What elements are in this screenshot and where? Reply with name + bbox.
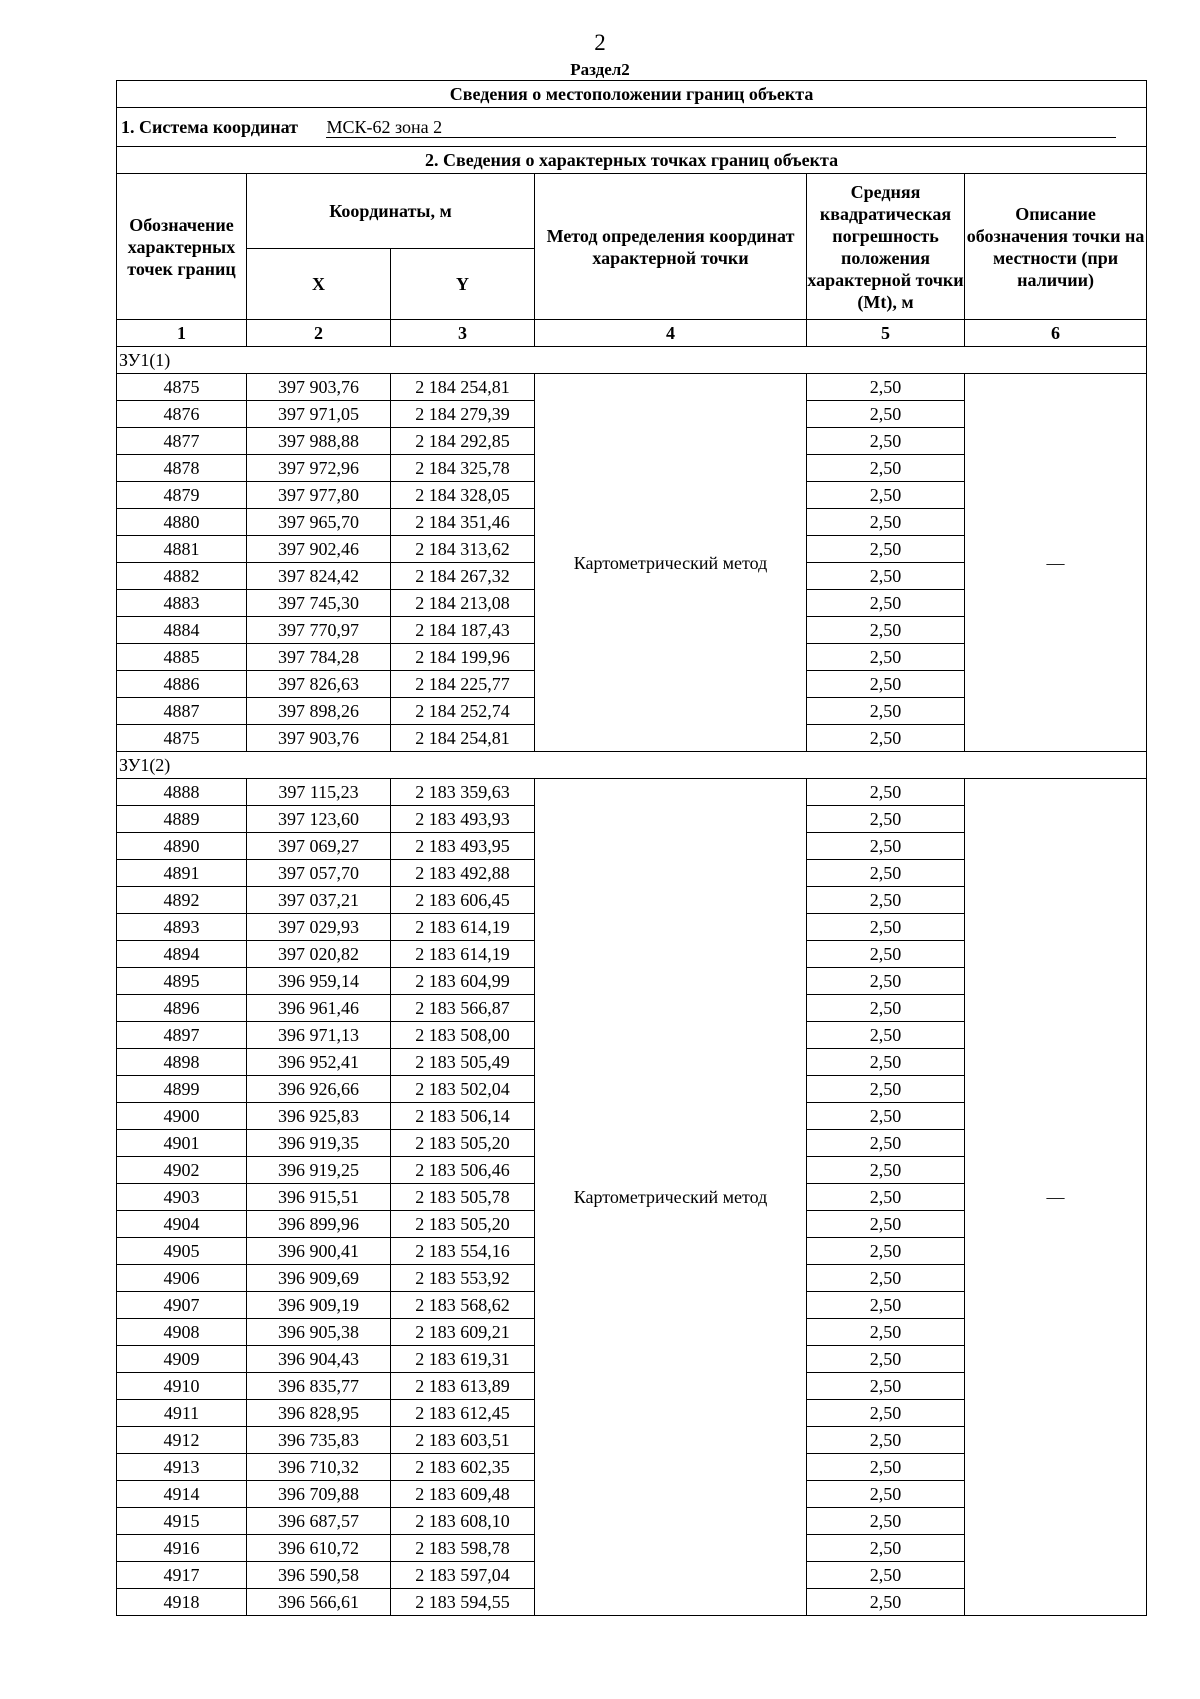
y-cell: 2 183 602,35: [391, 1454, 535, 1481]
error-cell: 2,50: [807, 1562, 965, 1589]
error-cell: 2,50: [807, 941, 965, 968]
y-cell: 2 183 608,10: [391, 1508, 535, 1535]
coordinate-system-row: [117, 108, 1147, 147]
error-cell: 2,50: [807, 914, 965, 941]
error-cell: 2,50: [807, 1481, 965, 1508]
x-cell: 396 904,43: [247, 1346, 391, 1373]
point-id-cell: 4888: [117, 779, 247, 806]
point-id-cell: 4900: [117, 1103, 247, 1130]
table-title: Сведения о местоположении границ объекта: [117, 81, 1147, 108]
y-cell: 2 183 492,88: [391, 860, 535, 887]
y-cell: 2 183 508,00: [391, 1022, 535, 1049]
point-id-cell: 4891: [117, 860, 247, 887]
error-cell: 2,50: [807, 644, 965, 671]
x-cell: 396 900,41: [247, 1238, 391, 1265]
x-cell: 396 915,51: [247, 1184, 391, 1211]
y-cell: 2 184 292,85: [391, 428, 535, 455]
header-method: Метод определения координат характерной точки: [535, 174, 807, 320]
y-cell: 2 183 568,62: [391, 1292, 535, 1319]
point-id-cell: 4880: [117, 509, 247, 536]
error-cell: 2,50: [807, 401, 965, 428]
error-cell: 2,50: [807, 1265, 965, 1292]
point-id-cell: 4902: [117, 1157, 247, 1184]
error-cell: 2,50: [807, 1211, 965, 1238]
y-cell: 2 183 505,78: [391, 1184, 535, 1211]
x-cell: 397 784,28: [247, 644, 391, 671]
header-coordinates: Координаты, м: [247, 174, 535, 249]
point-id-cell: 4918: [117, 1589, 247, 1616]
x-cell: 397 971,05: [247, 401, 391, 428]
x-cell: 396 909,19: [247, 1292, 391, 1319]
point-id-cell: 4908: [117, 1319, 247, 1346]
column-number: 4: [535, 320, 807, 347]
y-cell: 2 183 609,21: [391, 1319, 535, 1346]
error-cell: 2,50: [807, 455, 965, 482]
point-id-cell: 4917: [117, 1562, 247, 1589]
y-cell: 2 183 506,46: [391, 1157, 535, 1184]
point-id-cell: 4879: [117, 482, 247, 509]
x-cell: 397 977,80: [247, 482, 391, 509]
x-cell: 397 988,88: [247, 428, 391, 455]
x-cell: 396 566,61: [247, 1589, 391, 1616]
x-cell: 396 909,69: [247, 1265, 391, 1292]
x-cell: 396 905,38: [247, 1319, 391, 1346]
point-id-cell: 4914: [117, 1481, 247, 1508]
error-cell: 2,50: [807, 482, 965, 509]
group-row: [117, 752, 1147, 779]
point-id-cell: 4881: [117, 536, 247, 563]
error-cell: 2,50: [807, 671, 965, 698]
x-cell: 396 687,57: [247, 1508, 391, 1535]
x-cell: 397 770,97: [247, 617, 391, 644]
y-cell: 2 184 279,39: [391, 401, 535, 428]
error-cell: 2,50: [807, 1292, 965, 1319]
y-cell: 2 183 604,99: [391, 968, 535, 995]
point-id-cell: 4875: [117, 725, 247, 752]
coordinate-system-label: 1. Система координат: [121, 116, 298, 137]
y-cell: 2 183 606,45: [391, 887, 535, 914]
x-cell: 396 735,83: [247, 1427, 391, 1454]
y-cell: 2 183 594,55: [391, 1589, 535, 1616]
error-cell: 2,50: [807, 860, 965, 887]
x-cell: 397 824,42: [247, 563, 391, 590]
x-cell: 397 902,46: [247, 536, 391, 563]
point-id-cell: 4886: [117, 671, 247, 698]
error-cell: 2,50: [807, 833, 965, 860]
coordinate-system-value: МСК-62 зона 2: [326, 117, 1116, 138]
group-name: ЗУ1(2): [117, 752, 1147, 779]
point-id-cell: 4901: [117, 1130, 247, 1157]
point-id-cell: 4899: [117, 1076, 247, 1103]
point-id-cell: 4915: [117, 1508, 247, 1535]
y-cell: 2 184 325,78: [391, 455, 535, 482]
x-cell: 397 057,70: [247, 860, 391, 887]
header-point-designation: Обозначение характерных точек границ: [117, 174, 247, 320]
x-cell: 397 965,70: [247, 509, 391, 536]
x-cell: 396 610,72: [247, 1535, 391, 1562]
table-row: [117, 374, 1147, 401]
x-cell: 397 898,26: [247, 698, 391, 725]
y-cell: 2 183 619,31: [391, 1346, 535, 1373]
boundary-table: [116, 80, 1147, 1616]
y-cell: 2 184 187,43: [391, 617, 535, 644]
error-cell: 2,50: [807, 1238, 965, 1265]
error-cell: 2,50: [807, 1400, 965, 1427]
point-id-cell: 4909: [117, 1346, 247, 1373]
x-cell: 396 971,13: [247, 1022, 391, 1049]
x-cell: 397 029,93: [247, 914, 391, 941]
method-cell: Картометрический метод: [535, 779, 807, 1616]
x-cell: 397 115,23: [247, 779, 391, 806]
point-id-cell: 4904: [117, 1211, 247, 1238]
x-cell: 397 903,76: [247, 374, 391, 401]
y-cell: 2 183 566,87: [391, 995, 535, 1022]
y-cell: 2 183 614,19: [391, 914, 535, 941]
y-cell: 2 183 612,45: [391, 1400, 535, 1427]
y-cell: 2 183 553,92: [391, 1265, 535, 1292]
y-cell: 2 183 554,16: [391, 1238, 535, 1265]
error-cell: 2,50: [807, 374, 965, 401]
point-id-cell: 4913: [117, 1454, 247, 1481]
point-id-cell: 4883: [117, 590, 247, 617]
section-title: Раздел2: [570, 60, 630, 79]
header-error: Средняя квадратическая погрешность положения характерной точки (Mt), м: [807, 174, 965, 320]
x-cell: 397 745,30: [247, 590, 391, 617]
x-cell: 397 020,82: [247, 941, 391, 968]
point-id-cell: 4885: [117, 644, 247, 671]
point-id-cell: 4887: [117, 698, 247, 725]
column-number: 2: [247, 320, 391, 347]
y-cell: 2 183 493,93: [391, 806, 535, 833]
group-name: ЗУ1(1): [117, 347, 1147, 374]
y-cell: 2 183 598,78: [391, 1535, 535, 1562]
point-id-cell: 4892: [117, 887, 247, 914]
column-number: 5: [807, 320, 965, 347]
x-cell: 397 037,21: [247, 887, 391, 914]
y-cell: 2 184 351,46: [391, 509, 535, 536]
table-row: [117, 779, 1147, 806]
error-cell: 2,50: [807, 698, 965, 725]
x-cell: 396 899,96: [247, 1211, 391, 1238]
point-id-cell: 4897: [117, 1022, 247, 1049]
x-cell: 396 919,35: [247, 1130, 391, 1157]
error-cell: 2,50: [807, 806, 965, 833]
y-cell: 2 183 505,20: [391, 1211, 535, 1238]
point-id-cell: 4893: [117, 914, 247, 941]
point-id-cell: 4916: [117, 1535, 247, 1562]
error-cell: 2,50: [807, 1535, 965, 1562]
error-cell: 2,50: [807, 887, 965, 914]
error-cell: 2,50: [807, 1346, 965, 1373]
error-cell: 2,50: [807, 428, 965, 455]
error-cell: 2,50: [807, 536, 965, 563]
x-cell: 396 710,32: [247, 1454, 391, 1481]
error-cell: 2,50: [807, 1427, 965, 1454]
y-cell: 2 183 597,04: [391, 1562, 535, 1589]
x-cell: 396 828,95: [247, 1400, 391, 1427]
error-cell: 2,50: [807, 995, 965, 1022]
column-number: 3: [391, 320, 535, 347]
x-cell: 396 835,77: [247, 1373, 391, 1400]
y-cell: 2 184 313,62: [391, 536, 535, 563]
point-id-cell: 4910: [117, 1373, 247, 1400]
y-cell: 2 184 213,08: [391, 590, 535, 617]
error-cell: 2,50: [807, 1076, 965, 1103]
x-cell: 397 826,63: [247, 671, 391, 698]
error-cell: 2,50: [807, 1589, 965, 1616]
x-cell: 397 069,27: [247, 833, 391, 860]
x-cell: 396 919,25: [247, 1157, 391, 1184]
description-cell: —: [965, 374, 1147, 752]
y-cell: 2 183 613,89: [391, 1373, 535, 1400]
y-cell: 2 184 254,81: [391, 374, 535, 401]
error-cell: 2,50: [807, 617, 965, 644]
error-cell: 2,50: [807, 968, 965, 995]
point-id-cell: 4878: [117, 455, 247, 482]
y-cell: 2 184 225,77: [391, 671, 535, 698]
column-number: 1: [117, 320, 247, 347]
point-id-cell: 4889: [117, 806, 247, 833]
header-y: Y: [391, 249, 535, 320]
group-row: [117, 347, 1147, 374]
x-cell: 397 903,76: [247, 725, 391, 752]
error-cell: 2,50: [807, 1373, 965, 1400]
error-cell: 2,50: [807, 1157, 965, 1184]
y-cell: 2 184 199,96: [391, 644, 535, 671]
point-id-cell: 4907: [117, 1292, 247, 1319]
column-number: 6: [965, 320, 1147, 347]
point-id-cell: 4905: [117, 1238, 247, 1265]
point-id-cell: 4912: [117, 1427, 247, 1454]
point-id-cell: 4898: [117, 1049, 247, 1076]
x-cell: 396 961,46: [247, 995, 391, 1022]
page-number: 2: [594, 30, 606, 55]
y-cell: 2 183 506,14: [391, 1103, 535, 1130]
error-cell: 2,50: [807, 1319, 965, 1346]
x-cell: 396 590,58: [247, 1562, 391, 1589]
error-cell: 2,50: [807, 509, 965, 536]
x-cell: 397 123,60: [247, 806, 391, 833]
y-cell: 2 183 502,04: [391, 1076, 535, 1103]
y-cell: 2 183 614,19: [391, 941, 535, 968]
point-id-cell: 4894: [117, 941, 247, 968]
x-cell: 396 959,14: [247, 968, 391, 995]
point-id-cell: 4895: [117, 968, 247, 995]
point-id-cell: 4884: [117, 617, 247, 644]
point-id-cell: 4875: [117, 374, 247, 401]
point-id-cell: 4877: [117, 428, 247, 455]
y-cell: 2 183 609,48: [391, 1481, 535, 1508]
error-cell: 2,50: [807, 725, 965, 752]
header-description: Описание обозначения точки на местности (при наличии): [965, 174, 1147, 320]
error-cell: 2,50: [807, 1049, 965, 1076]
y-cell: 2 183 603,51: [391, 1427, 535, 1454]
point-id-cell: 4906: [117, 1265, 247, 1292]
error-cell: 2,50: [807, 1184, 965, 1211]
x-cell: 396 926,66: [247, 1076, 391, 1103]
error-cell: 2,50: [807, 563, 965, 590]
x-cell: 396 925,83: [247, 1103, 391, 1130]
error-cell: 2,50: [807, 590, 965, 617]
y-cell: 2 184 328,05: [391, 482, 535, 509]
y-cell: 2 183 505,20: [391, 1130, 535, 1157]
y-cell: 2 183 493,95: [391, 833, 535, 860]
y-cell: 2 184 252,74: [391, 698, 535, 725]
y-cell: 2 183 359,63: [391, 779, 535, 806]
y-cell: 2 184 254,81: [391, 725, 535, 752]
error-cell: 2,50: [807, 779, 965, 806]
x-cell: 396 952,41: [247, 1049, 391, 1076]
point-id-cell: 4890: [117, 833, 247, 860]
error-cell: 2,50: [807, 1454, 965, 1481]
method-cell: Картометрический метод: [535, 374, 807, 752]
point-id-cell: 4876: [117, 401, 247, 428]
description-cell: —: [965, 779, 1147, 1616]
error-cell: 2,50: [807, 1103, 965, 1130]
error-cell: 2,50: [807, 1022, 965, 1049]
point-id-cell: 4896: [117, 995, 247, 1022]
header-x: X: [247, 249, 391, 320]
point-id-cell: 4911: [117, 1400, 247, 1427]
error-cell: 2,50: [807, 1508, 965, 1535]
y-cell: 2 183 505,49: [391, 1049, 535, 1076]
x-cell: 397 972,96: [247, 455, 391, 482]
error-cell: 2,50: [807, 1130, 965, 1157]
point-id-cell: 4903: [117, 1184, 247, 1211]
point-id-cell: 4882: [117, 563, 247, 590]
x-cell: 396 709,88: [247, 1481, 391, 1508]
y-cell: 2 184 267,32: [391, 563, 535, 590]
points-title: 2. Сведения о характерных точках границ объекта: [117, 147, 1147, 174]
